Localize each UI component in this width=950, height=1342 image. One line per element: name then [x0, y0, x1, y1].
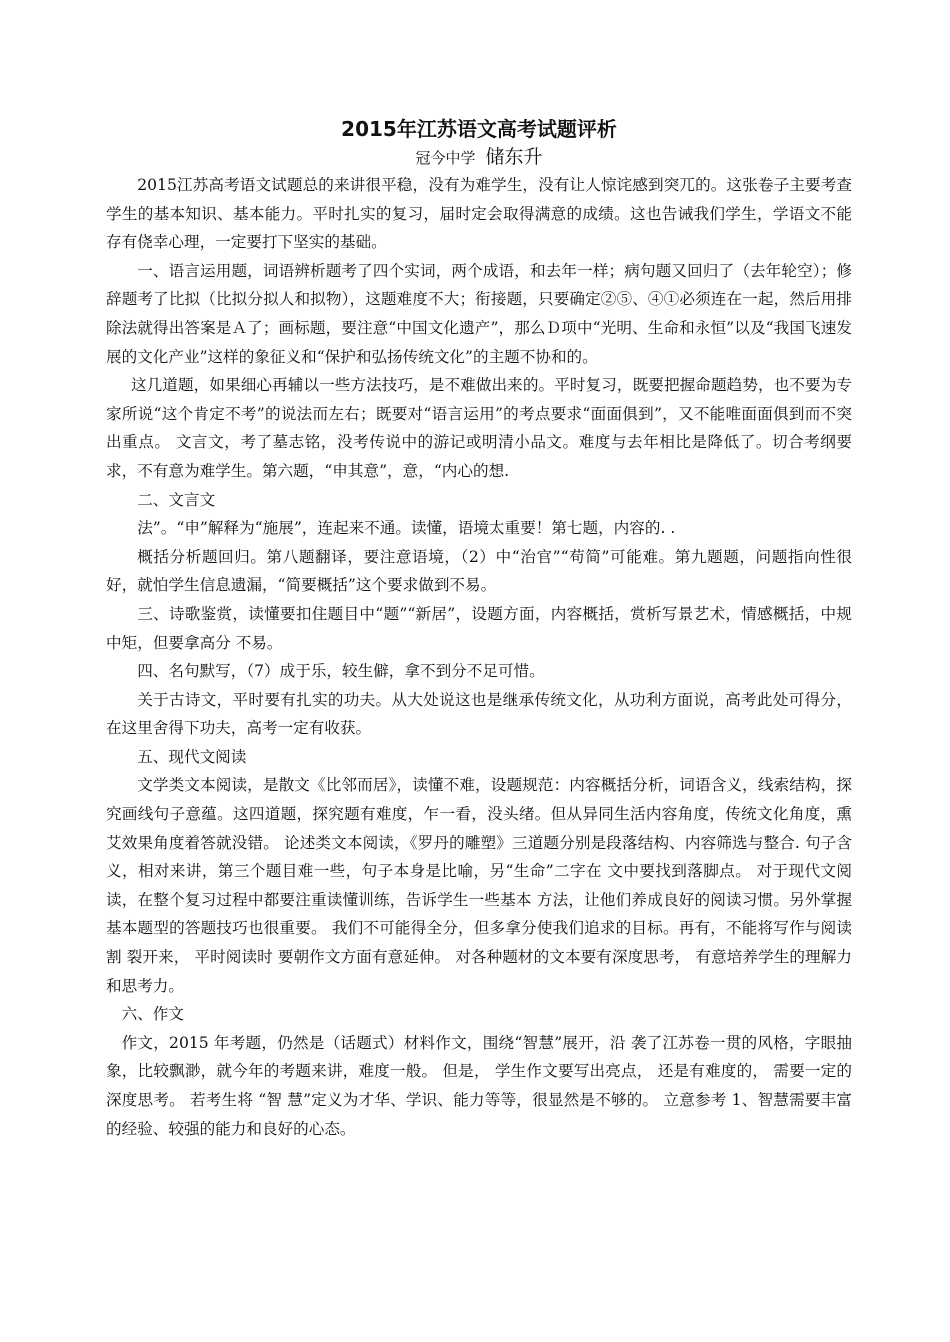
page-title: 2015年江苏语文高考试题评析	[341, 117, 617, 141]
paragraph-section-3: 三、诗歌鉴赏，读懂要扣住题目中“题”“新居”，设题方面，内容概括，赏析写景艺术，情感概括，中规中矩，但要拿高分 不易。	[106, 604, 852, 652]
section-heading-2: 二、文言文	[137, 490, 216, 509]
paragraph-intro: 2015江苏高考语文试题总的来讲很平稳，没有为难学生，没有让人惊诧感到突兀的。这张卷子主要考查学生的基本知识、基本能力。平时扎实的复习，届时定会取得满意的成绩。这也告诫我们学生，学语文不能存有侥幸心理，一定要打下坚实的基础。	[106, 176, 852, 252]
paragraph-section-4: 四、名句默写，（7）成于乐，较生僻，拿不到分不足可惜。	[137, 662, 545, 681]
paragraph-section-1-comment: 这几道题，如果细心再辅以一些方法技巧，是不难做出来的。平时复习，既要把握命题趋势，也不要为专家所说“这个肯定不考”的说法而左右；既要对“语言运用”的考点要求“面面俱到”，又不能唯面面俱到而不突出重点。 文言文，考了墓志铭，没考传说中的游记或明清小品文。难度与去年相比是降低了。切合考纲要求，不有意为难学生。第六题，“申其意”，意，“内心的想.	[106, 376, 852, 480]
paragraph-section-2-a: 法”。“申”解释为“施展”，连起来不通。读懂，语境太重要！第七题，内容的. .	[137, 519, 676, 538]
section-heading-5: 五、现代文阅读	[137, 747, 247, 766]
paragraph-section-1: 一、语言运用题，词语辨析题考了四个实词，两个成语，和去年一样；病句题又回归了（去年轮空）；修辞题考了比拟（比拟分拟人和拟物），这题难度不大；衔接题，只要确定②⑤、④①必须连在一起，然后用排除法就得出答案是Ａ了；画标题，要注意“中国文化遗产”，那么Ｄ项中“光明、生命和永恒”以及“我国飞速发展的文化产业”这样的象征义和“保护和弘扬传统文化”的主题不协和的。	[106, 261, 852, 366]
author-line	[106, 144, 852, 171]
paragraph-section-2-b: 概括分析题回归。第八题翻译，要注意语境，（2）中“治官”“苟简”可能难。第九题题，问题指向性很好，就怕学生信息遗漏，“简要概括”这个要求做到不易。	[106, 547, 852, 595]
paragraph-section-6: 作文，2015 年考题，仍然是（话题式）材料作文，围绕“智慧”展开，沿 袭了江苏卷一贯的风格，字眼抽象，比较飘渺，就今年的考题来讲，难度一般。 但是， 学生作文要写出亮点， 还是有难度的， 需要一定的深度思考。 若考生将 “智 慧”定义为才华、学识、能力等等，很显然是不够的。 立意参考 1、智慧需要丰富的经验、较强的能力和良好的心态。	[106, 1033, 852, 1138]
paragraph-classics: 关于古诗文，平时要有扎实的功夫。从大处说这也是继承传统文化，从功利方面说，高考此处可得分，在这里舍得下功夫，高考一定有收获。	[106, 690, 852, 738]
section-heading-6: 六、作文	[121, 1005, 184, 1024]
document-page	[106, 114, 852, 1143]
author-name: 储东升	[485, 146, 543, 168]
school-name: 冠今中学	[415, 149, 476, 167]
paragraph-section-5: 文学类文本阅读，是散文《比邻而居》，读懂不难，设题规范：内容概括分析，词语含义，线索结构，探究画线句子意蕴。这四道题，探究题有难度，乍一看，没头绪。但从异同生活内容角度，传统文化角度，熏艾效果角度着答就没错。 论述类文本阅读，《罗丹的雕塑》三道题分别是段落结构、内容筛选与整合. 句子含义，相对来讲，第三个题目难一些，句子本身是比喻，另“生命”二字在 文中要找到落脚点。 对于现代文阅读，在整个复习过程中都要注重读懂训练，告诉学生一些基本 方法，让他们养成良好的阅读习惯。另外掌握基本题型的答题技巧也很重要。 我们不可能得全分，但多拿分使我们追求的目标。再有，不能将写作与阅读割 裂开来， 平时阅读时 要朝作文方面有意延伸。 对各种题材的文本要有深度思考， 有意培养学生的理解力和思考力。	[106, 776, 852, 995]
